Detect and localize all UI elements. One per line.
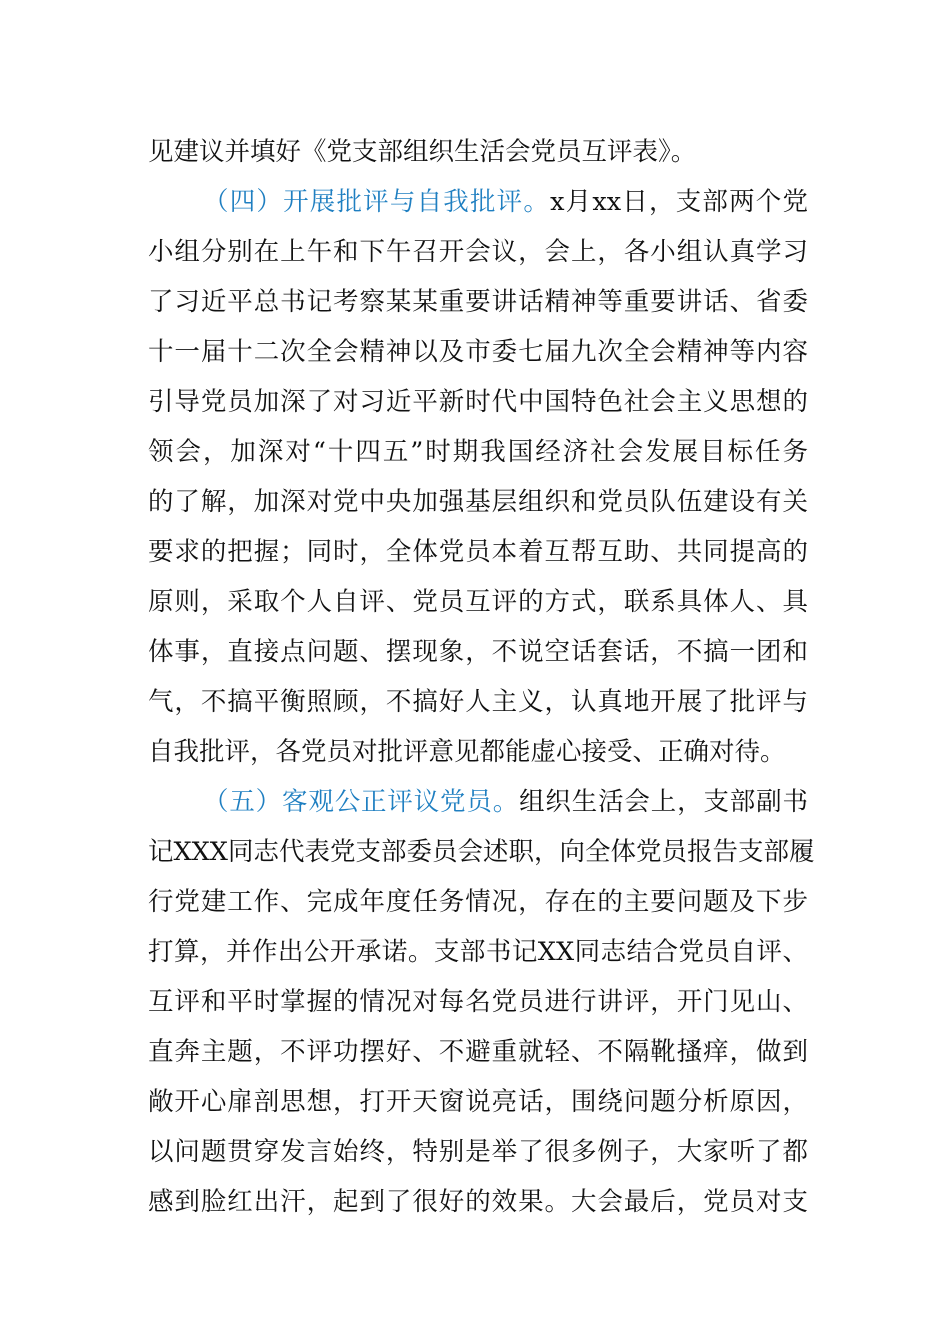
body-line: 气，不搞平衡照顾，不搞好人主义，认真地开展了批评与 xyxy=(148,687,808,717)
body-line: 互评和平时掌握的情况对每名党员进行讲评，开门见山、 xyxy=(148,987,808,1017)
section-4-first-line xyxy=(148,177,808,227)
body-line: 自我批评，各党员对批评意见都能虚心接受、正确对待。 xyxy=(148,737,786,767)
body-line: 敞开心扉剖思想，打开天窗说亮话，围绕问题分析原因， xyxy=(148,1087,808,1117)
section-5-heading: （五）客观公正评议党员。 xyxy=(203,787,520,817)
section-4-heading: （四）开展批评与自我批评。 xyxy=(203,187,551,217)
body-line: 小组分别在上午和下午召开会议，会上，各小组认真学习 xyxy=(148,237,808,267)
body-line: 体事，直接点问题、摆现象，不说空话套话，不搞一团和 xyxy=(148,637,808,667)
body-line: 了习近平总书记考察某某重要讲话精神等重要讲话、省委 xyxy=(148,287,808,317)
body-line: 行党建工作、完成年度任务情况，存在的主要问题及下步 xyxy=(148,887,808,917)
section-5-first-line xyxy=(148,777,808,827)
body-line: 原则，采取个人自评、党员互评的方式，联系具体人、具 xyxy=(148,587,808,617)
section-4-text: x月xx日，支部两个党 xyxy=(550,187,808,217)
body-line: 感到脸红出汗，起到了很好的效果。大会最后，党员对支 xyxy=(148,1187,808,1217)
section-5-text: 组织生活会上，支部副书 xyxy=(519,787,808,817)
body-line: 打算，并作出公开承诺。支部书记XX同志结合党员自评、 xyxy=(148,937,808,967)
body-line: 十一届十二次全会精神以及市委七届九次全会精神等内容 xyxy=(148,337,808,367)
document-body xyxy=(148,127,815,1227)
body-line: 直奔主题，不评功摆好、不避重就轻、不隔靴搔痒，做到 xyxy=(148,1037,808,1067)
body-line: 引导党员加深了对习近平新时代中国特色社会主义思想的 xyxy=(148,387,808,417)
body-line: 要求的把握；同时，全体党员本着互帮互助、共同提高的 xyxy=(148,537,808,567)
body-line: 见建议并填好《党支部组织生活会党员互评表》。 xyxy=(148,137,697,167)
body-line: 以问题贯穿发言始终，特别是举了很多例子，大家听了都 xyxy=(148,1137,808,1167)
body-line: 的了解，加深对党中央加强基层组织和党员队伍建设有关 xyxy=(148,487,808,517)
body-line: 领会，加深对“十四五”时期我国经济社会发展目标任务 xyxy=(148,437,808,467)
body-line: 记XXX同志代表党支部委员会述职，向全体党员报告支部履 xyxy=(148,837,815,867)
